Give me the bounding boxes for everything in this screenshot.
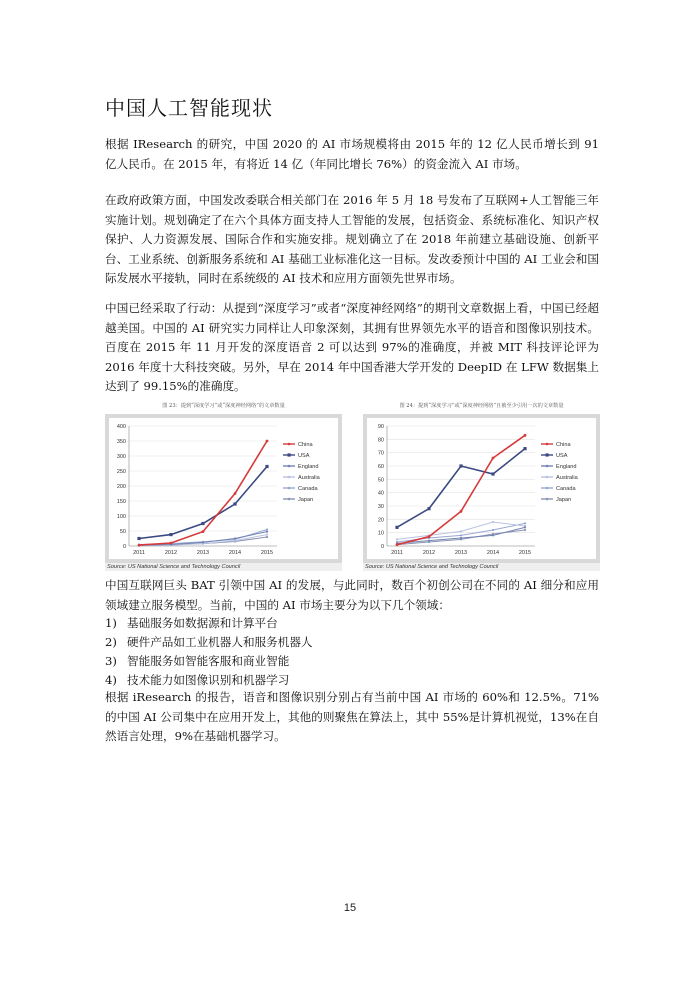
- data-point: [492, 534, 494, 536]
- y-tick-label: 10: [377, 530, 384, 537]
- legend-marker: [546, 465, 549, 468]
- figure-left-source: Source: US National Science and Technology Council: [105, 563, 342, 571]
- legend-label: Canada: [298, 486, 318, 492]
- data-point: [492, 457, 495, 460]
- paragraph-policy: 在政府政策方面，中国发改委联合相关部门在 2016 年 5 月 18 号发布了互联网+人工智能三年实施计划。规划确定了在六个具体方面支持人工智能的发展，包括资金、系统标准化、知识产权保护、人力资源发展、国际合作和实施安排。规划确立了在 2018 年前建立基础设施、创新平台、工业系统、创新服务系统和 AI 基础工业标准化这一目标。发改委预计中国的 AI 工业会和国际发展水平接轨，同时在系统级的 AI 技术和应用方面领先世界市场。: [105, 193, 599, 285]
- legend-label: China: [556, 442, 571, 448]
- data-point: [396, 543, 399, 546]
- data-point: [523, 447, 526, 450]
- data-point: [460, 537, 462, 539]
- data-point: [234, 492, 237, 495]
- data-point: [524, 526, 526, 528]
- y-tick-label: 70: [377, 450, 384, 457]
- x-tick-label: 2012: [422, 550, 436, 556]
- y-tick-label: 400: [116, 424, 126, 430]
- legend-marker: [288, 476, 291, 479]
- list-item-number: 3): [105, 654, 117, 668]
- data-point: [234, 537, 236, 539]
- data-point: [395, 526, 398, 529]
- legend-marker: [288, 498, 291, 501]
- figure-right-source: Source: US National Science and Technology Council: [363, 563, 600, 571]
- list-item-2: [105, 633, 599, 652]
- data-point: [524, 434, 527, 437]
- data-point: [137, 537, 140, 540]
- y-tick-label: 150: [116, 499, 126, 505]
- x-tick-label: 2015: [518, 550, 532, 556]
- list-item-number: 1): [105, 616, 117, 630]
- data-point: [266, 534, 268, 536]
- data-point: [491, 472, 494, 475]
- y-tick-label: 50: [119, 529, 126, 535]
- list-item-1: [105, 614, 599, 633]
- list-item-text: 硬件产品如工业机器人和服务机器人: [127, 635, 313, 649]
- legend-label: Japan: [298, 497, 314, 503]
- data-point: [234, 540, 236, 542]
- page-number: 15: [343, 902, 357, 914]
- data-point: [524, 529, 526, 531]
- data-point: [265, 465, 268, 468]
- data-point: [266, 528, 268, 530]
- chart-articles-count: [109, 418, 338, 559]
- data-point: [460, 530, 462, 532]
- legend-label: England: [298, 464, 319, 470]
- page-title: 中国人工智能现状: [105, 96, 273, 120]
- legend-label: Australia: [298, 475, 320, 481]
- data-point: [202, 530, 205, 533]
- x-tick-label: 2013: [196, 550, 210, 556]
- x-tick-label: 2013: [454, 550, 468, 556]
- data-point: [266, 440, 269, 443]
- legend-label: USA: [298, 453, 310, 459]
- data-point: [460, 510, 463, 513]
- list-item-text: 智能服务如智能客服和商业智能: [127, 654, 290, 668]
- paragraph-iresearch: 根据 iResearch 的报告，语音和图像识别分别占有当前中国 AI 市场的 60%和 12.5%。71%的中国 AI 公司集中在应用开发上，其他的则聚焦在算法上，其中 55%是计算机视觉，13%在自然语言处理，9%在基础机器学习。: [105, 690, 599, 743]
- data-point: [138, 544, 141, 547]
- data-point: [266, 531, 268, 533]
- legend-label: Japan: [556, 497, 572, 503]
- y-tick-label: 90: [377, 424, 384, 430]
- data-point: [492, 529, 494, 531]
- paragraph-research: 中国已经采取了行动：从提到“深度学习”或者“深度神经网络”的期刊文章数据上看，中国已经超越美国。中国的 AI 研究实力同样让人印象深刻，其拥有世界领先水平的语音和图像识别技术。百度在 2015 年 11 月开发的深度语音 2 可以达到 97%的准确度，并被 MIT 科技评论评为 2016 年度十大科技突破。另外，早在 2014 年中国香港大学开发的 DeepID 在 LFW 数据集上达到了 99.15%的准确度。: [105, 301, 599, 393]
- data-point: [460, 534, 462, 536]
- list-item-number: 2): [105, 635, 117, 649]
- legend-label: England: [556, 464, 577, 470]
- figure-left-caption: 图 23：提到“深度学习”或“深度神经网络”的文章数量: [162, 403, 285, 409]
- data-point: [428, 540, 430, 542]
- x-tick-label: 2012: [164, 550, 178, 556]
- data-point: [396, 538, 398, 540]
- y-tick-label: 0: [122, 544, 126, 550]
- legend-marker: [546, 476, 549, 479]
- legend-marker: [288, 443, 291, 446]
- paragraph-bat: 中国互联网巨头 BAT 引领中国 AI 的发展，与此同时，数百个初创公司在不同的 AI 细分和应用领域建立服务模型。当前，中国的 AI 市场主要分为以下几个领域：: [105, 578, 599, 612]
- y-tick-label: 300: [116, 454, 126, 460]
- y-tick-label: 50: [377, 477, 384, 484]
- data-point: [266, 536, 268, 538]
- y-tick-label: 100: [116, 514, 126, 520]
- y-tick-label: 80: [377, 437, 384, 444]
- y-tick-label: 40: [377, 490, 384, 497]
- list-item-text: 基础服务如数据源和计算平台: [127, 616, 278, 630]
- legend-label: Australia: [556, 475, 578, 481]
- y-tick-label: 350: [116, 439, 126, 445]
- legend-marker: [546, 453, 549, 456]
- legend-label: USA: [556, 453, 568, 459]
- data-point: [169, 533, 172, 536]
- paragraph-market-size: 根据 IResearch 的研究，中国 2020 的 AI 市场规模将由 2015 年的 12 亿人民币增长到 91 亿人民币。在 2015 年，有将近 14 亿（年同比增长 76%）的资金流入 AI 市场。: [105, 137, 599, 171]
- figure-right-caption: 图 24：提到“深度学习”或“深度神经网络”且被至少引用一次的文章数量: [399, 403, 564, 409]
- data-point: [201, 522, 204, 525]
- y-tick-label: 60: [377, 464, 384, 470]
- legend-label: China: [298, 442, 313, 448]
- legend-marker: [546, 498, 549, 501]
- data-point: [233, 502, 236, 505]
- list-item-3: [105, 652, 599, 671]
- x-tick-label: 2014: [486, 550, 500, 556]
- figure-left: [105, 402, 342, 570]
- x-tick-label: 2015: [260, 550, 274, 556]
- x-tick-label: 2011: [133, 550, 145, 556]
- legend-marker: [546, 487, 549, 490]
- figure-right-chart-area: [363, 414, 600, 563]
- chart-cited-articles-count: [367, 418, 596, 559]
- legend-marker: [288, 453, 291, 456]
- y-tick-label: 30: [377, 504, 384, 510]
- x-tick-label: 2014: [228, 550, 242, 556]
- y-tick-label: 250: [116, 469, 126, 475]
- data-point: [428, 535, 431, 538]
- y-tick-label: 20: [377, 517, 384, 524]
- legend-label: Canada: [556, 486, 576, 492]
- list-item-number: 4): [105, 673, 117, 687]
- data-point: [170, 542, 173, 545]
- y-tick-label: 0: [380, 544, 384, 550]
- y-tick-label: 200: [116, 484, 126, 490]
- x-tick-label: 2011: [391, 550, 403, 556]
- data-point: [202, 541, 204, 543]
- legend-marker: [288, 487, 291, 490]
- data-point: [427, 507, 430, 510]
- data-point: [459, 464, 462, 467]
- data-point: [524, 522, 526, 524]
- legend-marker: [546, 443, 549, 446]
- list-item-text: 技术能力如图像识别和机器学习: [127, 673, 290, 687]
- data-point: [492, 521, 494, 523]
- legend-marker: [288, 465, 291, 468]
- figure-left-chart-area: [105, 414, 342, 563]
- figure-right: [363, 402, 600, 570]
